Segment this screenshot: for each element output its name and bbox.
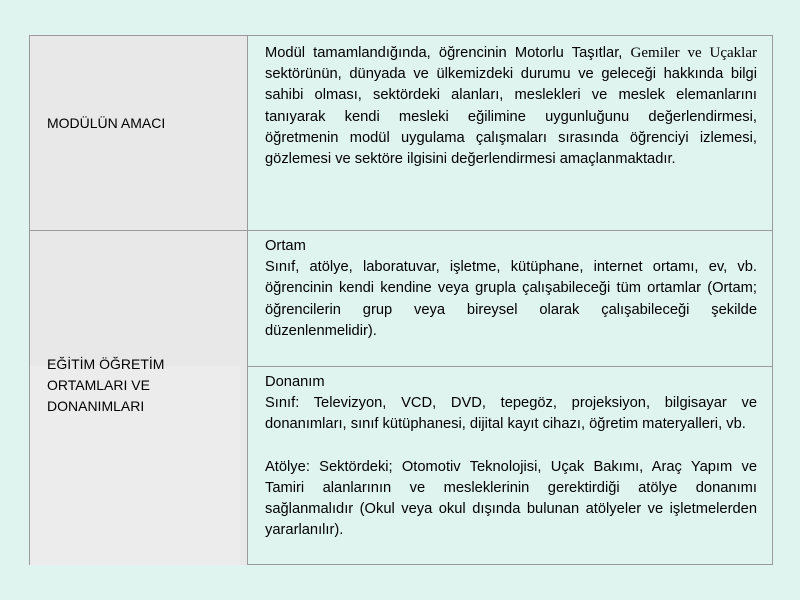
equipment-heading: Donanım (265, 374, 325, 390)
module-purpose-text-end: sektörünün, dünyada ve ülkemizdeki durumu ve geleceği hakkında bilgi sahibi olması, sektördeki alanları, meslekleri ve meslek elemanlarını tanıyarak kendi mesleki eğilimine uygunluğunu değerlendirmesi, öğretmenin modül uygulama çalışmaları sırasında öğrenciyi izlemesi, gözlemesi ve sektöre ilgisini değerlendirmesi amaçlanmaktadır. (265, 66, 757, 168)
module-purpose-text-emphasis: Gemiler ve Uçaklar (630, 45, 757, 61)
environment-heading: Ortam (265, 238, 306, 254)
label-cell-learning-environments (30, 231, 248, 565)
module-purpose-text-start: Modül tamamlandığında, öğrencinin Motorlu Taşıtlar, (265, 45, 631, 61)
environment-content (248, 231, 773, 367)
equipment-workshop-text: Atölye: Sektördeki; Otomotiv Teknolojisi, Uçak Bakımı, Araç Yapım ve Tamiri alanlarının ve mesleklerinin gerektirdiği atölye donanımı sağlanmalıdır (Okul veya okul dışında bulunan atölyeler ve işletmelerden yararlanılır). (265, 458, 757, 539)
learning-environments-label-line-3: DONANIMLARI (47, 398, 145, 414)
learning-environments-label (47, 354, 222, 417)
module-purpose-label: MODÜLÜN AMACI (47, 115, 166, 131)
module-purpose-content (248, 36, 773, 231)
equipment-classroom-text: Sınıf: Televizyon, VCD, DVD, tepegöz, projeksiyon, bilgisayar ve donanımları, sınıf kütüphanesi, dijital kayıt cihazı, öğretim materyalleri, vb. (265, 395, 757, 433)
environment-text: Sınıf, atölye, laboratuvar, işletme, kütüphane, internet ortamı, ev, vb. öğrencinin kendi kendine veya grupla çalışabileceği tüm ortamlar (Ortam; öğrencilerin grup veya bireysel olarak çalışabileceği şekilde düzenlenmelidir). (265, 259, 757, 339)
label-cell-module-purpose (30, 36, 248, 231)
learning-environments-label-line-2: ORTAMLARI VE (47, 377, 150, 393)
module-purpose-text (265, 43, 757, 170)
paragraph-spacer (265, 436, 757, 457)
module-info-table (29, 35, 773, 565)
learning-environments-label-line-1: EĞİTİM ÖĞRETİM (47, 356, 165, 372)
equipment-content (248, 367, 773, 565)
